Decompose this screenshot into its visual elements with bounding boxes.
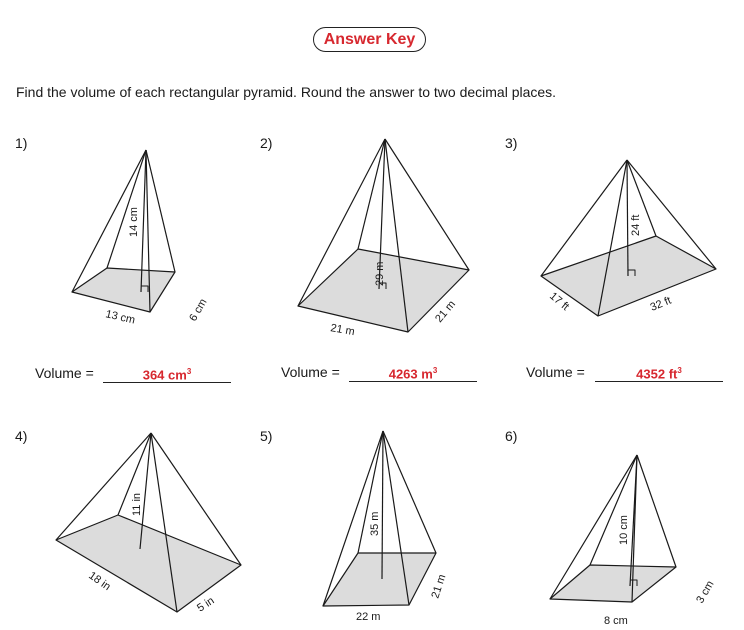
p2-height-label: 29 m <box>374 261 386 286</box>
answer-2: 4263 $m^3$ <box>388 366 438 382</box>
p4-length-label: 18 in <box>86 569 113 594</box>
volume-label-1: Volume = <box>35 365 94 381</box>
pyramid-4 <box>56 433 241 612</box>
p6-width-label: 3 cm <box>694 578 717 606</box>
pyramid-3 <box>541 160 716 316</box>
answer-key-badge: Answer Key <box>313 27 426 52</box>
p5-length-label: 22 m <box>356 611 381 623</box>
instructions-text: Find the volume of each rectangular pyramid. Round the answer to two decimal places. <box>16 84 557 100</box>
p3-height-label: 24 ft <box>630 214 642 236</box>
p6-height-label: 10 cm <box>618 515 630 545</box>
p1-width-label: 6 cm <box>187 296 210 324</box>
answer-1: 364 $cm^3$ <box>142 367 192 383</box>
problem-number-3: 3) <box>505 135 518 151</box>
p4-height-label: 11 in <box>131 492 143 516</box>
p1-length-label: 13 cm <box>104 308 137 327</box>
answer-3: 4352 $ft^3$ <box>636 366 682 382</box>
p2-width-label: 21 m <box>433 298 459 325</box>
p3-width-label: 17 ft <box>547 290 572 314</box>
p1-height-label: 14 cm <box>128 207 140 237</box>
p4-width-label: 5 in <box>195 594 217 615</box>
problem-number-4: 4) <box>15 428 28 444</box>
volume-label-3: Volume = <box>526 364 585 380</box>
problem-number-1: 1) <box>15 135 28 151</box>
pyramid-6 <box>550 455 676 602</box>
problem-number-6: 6) <box>505 428 518 444</box>
p3-length-label: 32 ft <box>648 294 673 314</box>
problem-number-5: 5) <box>260 428 273 444</box>
p5-width-label: 21 m <box>429 572 449 600</box>
problem-number-2: 2) <box>260 135 273 151</box>
pyramid-1 <box>72 150 175 312</box>
volume-label-2: Volume = <box>281 364 340 380</box>
pyramid-2 <box>298 139 469 332</box>
p6-length-label: 8 cm <box>604 615 628 627</box>
p2-length-label: 21 m <box>329 322 356 339</box>
p5-height-label: 35 m <box>369 511 381 536</box>
